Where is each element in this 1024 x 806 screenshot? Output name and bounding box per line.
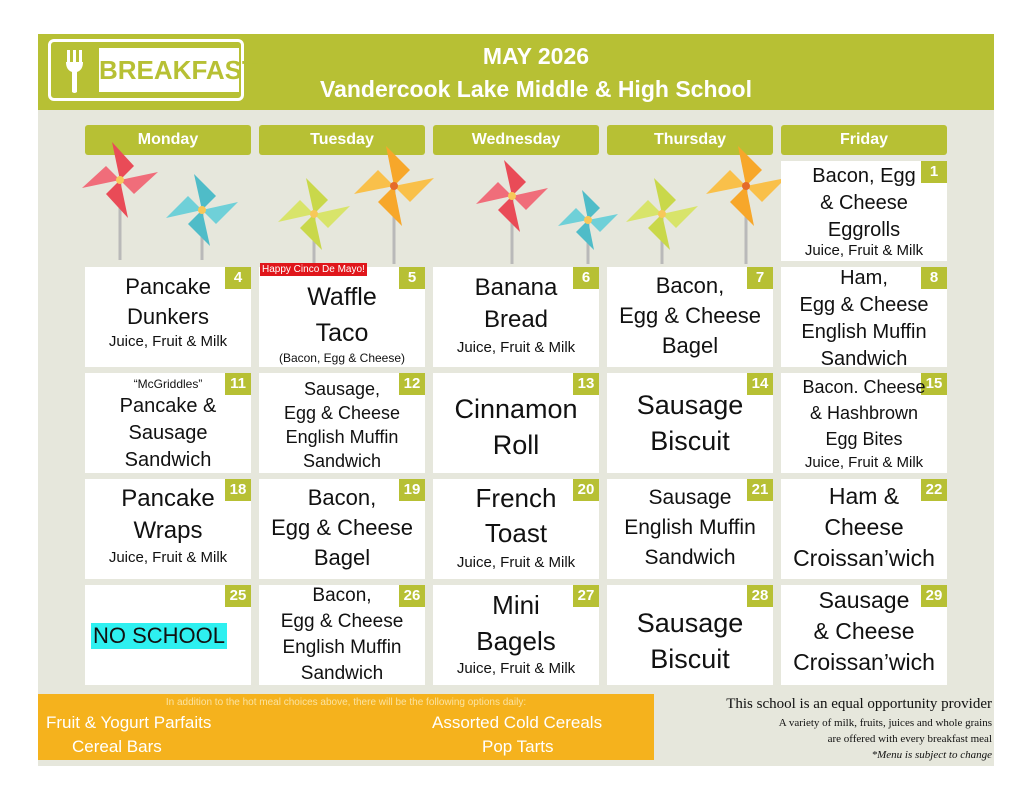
menu-line: & Cheese [820,192,908,214]
equal-opportunity-statement: This school is an equal opportunity provider [726,696,992,712]
menu-line: Roll [492,430,540,460]
day-number: 27 [573,585,599,607]
menu-line: Banana [474,274,558,301]
menu-item [607,271,773,361]
side-items: Juice, Fruit & Milk [456,660,576,677]
menu-line: English Muffin [801,321,927,343]
day-header-wednesday: Wednesday [433,125,599,155]
menu-line: Sandwich [644,546,736,569]
daily-option: Fruit & Yogurt Parfaits [46,713,212,732]
menu-line: Pancake [121,485,215,512]
day-number: 4 [225,267,251,289]
menu-line: Sausage [636,608,744,638]
day-cell-8 [781,267,947,367]
pinwheel-icon [614,140,794,264]
page-title-school: Vandercook Lake Middle & High School [320,76,752,102]
menu-change-note: *Menu is subject to change [871,749,992,761]
day-number: 20 [573,479,599,501]
menu-line: Bacon. Cheese [802,377,926,397]
day-number: 25 [225,585,251,607]
day-number: 11 [225,373,251,395]
day-cell-6 [433,267,599,367]
daily-options-bar [38,694,654,760]
menu-item [85,393,251,473]
menu-line: Sausage [818,587,910,613]
daily-option: Cereal Bars [72,737,162,756]
menu-line: Pancake [125,274,211,299]
day-number: 22 [921,479,947,501]
menu-item [259,483,425,573]
menu-line: Eggrolls [827,219,901,241]
day-cell-4 [85,267,251,367]
daily-option: Pop Tarts [482,737,554,756]
side-items: Juice, Fruit & Milk [804,454,924,471]
logo-text: BREAKFAST [99,48,239,92]
menu-line: Ham & [828,483,900,509]
menu-line: Toast [484,518,548,548]
menu-line: Pancake & [119,395,217,417]
menu-item [781,267,947,367]
menu-line: Sandwich [124,449,212,471]
menu-line: Bagel [661,333,719,358]
day-cell-26 [259,585,425,685]
day-number: 6 [573,267,599,289]
side-items: (Bacon, Egg & Cheese) [278,351,406,365]
menu-line: Biscuit [650,426,730,456]
menu-line: Cinnamon [454,394,578,424]
menu-item [85,483,251,547]
menu-line: Sandwich [302,451,382,471]
menu-item [607,605,773,677]
day-cell-19 [259,479,425,579]
day-cell-11 [85,373,251,473]
menu-item [781,585,947,678]
day-number: 19 [399,479,425,501]
day-number: 29 [921,585,947,607]
daily-options-note: In addition to the hot meal choices above, there will be the following options daily: [165,697,527,708]
daily-option: Assorted Cold Cereals [432,713,603,732]
menu-line: Ham, [840,267,888,289]
menu-line: Croissan’wich [793,649,935,675]
menu-line: Sausage [128,422,208,444]
day-number: 5 [399,267,425,289]
day-cell-20 [433,479,599,579]
pinwheel-icon [438,140,618,264]
side-items: Juice, Fruit & Milk [108,333,228,350]
day-cell-22 [781,479,947,579]
menu-item [607,483,773,573]
menu-line: Bacon, [307,485,377,510]
side-items: Juice, Fruit & Milk [456,554,576,571]
menu-item [433,587,599,659]
menu-line: Bacon, [655,273,725,298]
menu-line: Egg Bites [825,429,903,449]
day-number: 8 [921,267,947,289]
menu-note: “McGriddles” [133,377,203,391]
menu-line: French [475,483,557,513]
day-header-friday: Friday [781,125,947,155]
menu-line: English Muffin [282,637,402,658]
day-header-tuesday: Tuesday [259,125,425,155]
day-cell-5 [259,267,425,367]
menu-item [259,279,425,351]
cinco-de-mayo-banner: Happy Cinco De Mayo! [262,264,365,275]
menu-line: Bacon, [312,585,372,606]
menu-line: Mini [492,590,540,620]
no-school-label: NO SCHOOL [93,623,226,648]
day-cell-28 [607,585,773,685]
side-items: Juice, Fruit & Milk [108,549,228,566]
menu-line: Taco [315,319,369,347]
header-bar [38,34,994,110]
menu-sheet [38,34,994,766]
day-number: 14 [747,373,773,395]
menu-line: Cheese [824,514,904,540]
menu-item [433,391,599,463]
nutrition-note: A variety of milk, fruits, juices and whole grains [778,717,992,729]
day-cell-14 [607,373,773,473]
day-number: 28 [747,585,773,607]
day-number: 13 [573,373,599,395]
page-title-month: MAY 2026 [482,43,590,69]
day-cell-29 [781,585,947,685]
menu-line: Bread [483,306,549,333]
day-header-thursday: Thursday [607,125,773,155]
nutrition-note: are offered with every breakfast meal [827,733,992,745]
day-number: 18 [225,479,251,501]
menu-line: Waffle [307,283,377,311]
pinwheel-icon [260,140,440,264]
menu-item [607,387,773,459]
day-cell-25 [85,585,251,685]
day-cell-12 [259,373,425,473]
side-items: Juice, Fruit & Milk [456,339,576,356]
menu-item [433,481,599,551]
menu-line: Sausage [648,486,732,509]
menu-item [781,163,947,244]
menu-line: Egg & Cheese [619,303,761,328]
menu-line: Dunkers [127,304,209,329]
menu-line: Biscuit [650,644,730,674]
day-cell-13 [433,373,599,473]
menu-line: Bacon, Egg [812,165,916,187]
menu-line: Bagel [313,545,371,570]
menu-line: & Hashbrown [809,403,919,423]
menu-line: Egg & Cheese [280,611,404,632]
day-number: 7 [747,267,773,289]
menu-line: Bagels [476,626,556,656]
menu-item [259,585,425,685]
menu-item [85,272,251,332]
menu-line: Croissan’wich [793,545,935,571]
menu-line: Wraps [133,517,203,544]
menu-line: English Muffin [624,516,756,539]
day-number: 1 [921,161,947,183]
day-number: 21 [747,479,773,501]
menu-line: Sausage [636,390,744,420]
menu-item [433,272,599,336]
menu-line: Egg & Cheese [283,403,401,423]
menu-line: Sandwich [820,348,908,367]
menu-line: Sausage, [303,379,381,399]
menu-line: & Cheese [813,618,915,644]
day-cell-15 [781,373,947,473]
menu-item [781,374,947,452]
day-cell-27 [433,585,599,685]
day-cell-21 [607,479,773,579]
menu-line: Egg & Cheese [271,515,413,540]
menu-line: English Muffin [285,427,399,447]
menu-item [259,377,425,473]
day-cell-18 [85,479,251,579]
menu-line: Egg & Cheese [799,294,929,316]
side-items: Juice, Fruit & Milk [804,242,924,259]
day-number: 26 [399,585,425,607]
day-number: 15 [921,373,947,395]
day-cell-1 [781,161,947,261]
day-header-monday: Monday [85,125,251,155]
menu-item [781,481,947,574]
day-number: 12 [399,373,425,395]
menu-line: Sandwich [300,663,384,684]
day-cell-7 [607,267,773,367]
